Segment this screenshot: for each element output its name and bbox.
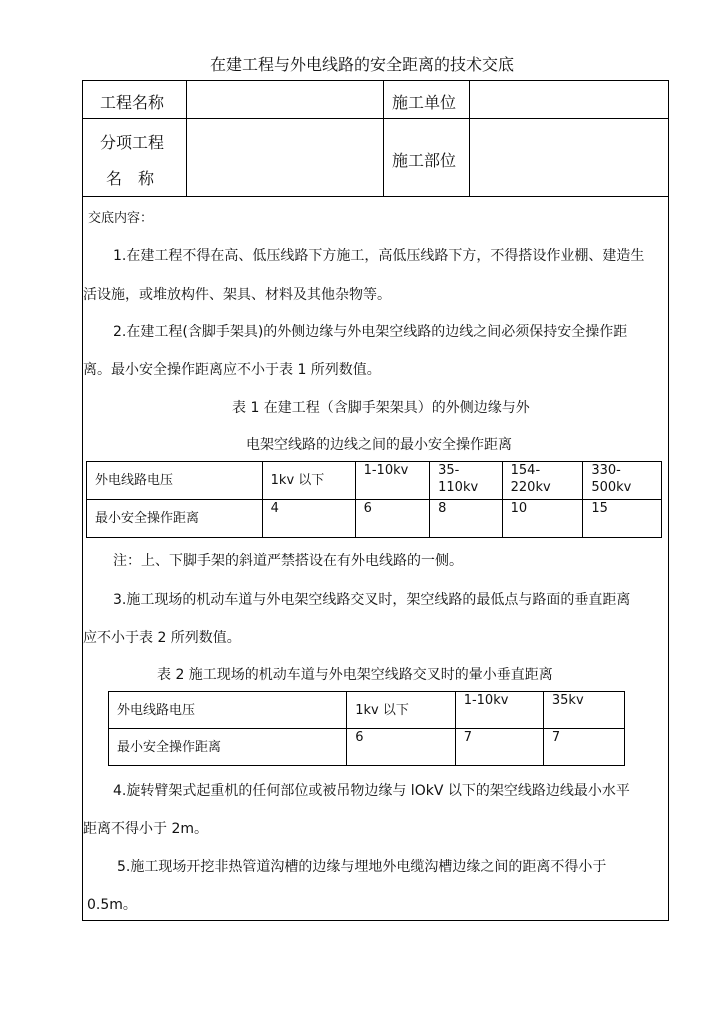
construction-part-label: 施工部位 <box>392 151 457 170</box>
table2-label-voltage: 外电线路电压 <box>109 692 347 729</box>
table1-distance-cell: 4 <box>262 500 355 538</box>
project-name-label: 工程名称 <box>100 93 165 112</box>
paragraph-5-line-1: 5.施工现场开挖非热管道沟槽的边缘与埋地外电缆沟槽边缘之间的距离不得小于 <box>117 859 607 875</box>
construction-part-field[interactable] <box>475 148 663 170</box>
table1-row-distance <box>87 500 662 538</box>
table2-voltage-cell: 1kv 以下 <box>347 692 455 729</box>
table1-label-voltage: 外电线路电压 <box>87 462 263 500</box>
paragraph-3-line-1: 3.施工现场的机动车道与外电架空线路交叉时，架空线路的最低点与路面的垂直距离 <box>113 592 631 608</box>
table2-voltage-cell: 1-10kv <box>455 692 543 729</box>
table1-min-safe-distance <box>86 461 662 538</box>
table2-voltage-cell: 35kv <box>543 692 624 729</box>
header-col-divider-2 <box>383 80 384 196</box>
table1-note: 注：上、下脚手架的斜道严禁搭设在有外电线路的一侧。 <box>113 553 463 569</box>
header-bottom-divider <box>82 196 669 197</box>
table1-caption-line-1: 表 1 在建工程（含脚手架架具）的外侧边缘与外 <box>232 400 530 416</box>
table1-voltage-cell: 330- 500kv <box>583 462 662 500</box>
table1-distance-cell: 15 <box>583 500 662 538</box>
table2-row-voltage <box>109 692 625 729</box>
table2-min-vertical-distance <box>108 691 625 766</box>
construction-unit-field[interactable] <box>475 90 663 112</box>
paragraph-1-line-1: 1.在建工程不得在高、低压线路下方施工，高低压线路下方，不得搭设作业棚、建造生 <box>113 248 645 264</box>
table2-distance-cell: 7 <box>543 729 624 766</box>
header-col-divider-3 <box>469 80 470 196</box>
table1-distance-cell: 6 <box>355 500 430 538</box>
table1-voltage-cell: 154- 220kv <box>502 462 583 500</box>
paragraph-2-line-2: 离。最小安全操作距离应不小于表 1 所列数值。 <box>83 362 381 378</box>
table1-distance-cell: 8 <box>430 500 503 538</box>
content-heading: 交底内容： <box>88 211 154 226</box>
paragraph-1-line-2: 活设施，或堆放构件、架具、材料及其他杂物等。 <box>83 287 391 303</box>
sub-project-field[interactable] <box>192 148 378 170</box>
construction-unit-label: 施工单位 <box>392 93 457 112</box>
table1-distance-cell: 10 <box>502 500 583 538</box>
paragraph-4-line-2: 距离不得小于 2m。 <box>83 821 208 837</box>
table1-voltage-cell: 1kv 以下 <box>262 462 355 500</box>
header-row-divider <box>82 118 669 119</box>
table1-caption-line-2: 电架空线路的边线之间的最小安全操作距离 <box>246 437 512 453</box>
paragraph-4-line-1: 4.旋转臂架式起重机的任何部位或被吊物边缘与 lOkV 以下的架空线路边线最小水平 <box>113 783 630 799</box>
table1-voltage-cell: 1-10kv <box>355 462 430 500</box>
project-name-field[interactable] <box>192 90 378 112</box>
table2-distance-cell: 6 <box>347 729 455 766</box>
paragraph-3-line-2: 应不小于表 2 所列数值。 <box>83 630 241 646</box>
table1-label-distance: 最小安全操作距离 <box>87 500 263 538</box>
table2-label-distance: 最小安全操作距离 <box>109 729 347 766</box>
paragraph-5-line-2: 0.5m。 <box>87 897 137 913</box>
sub-project-label-line1: 分项工程 <box>100 133 165 152</box>
table1-row-voltage <box>87 462 662 500</box>
table2-row-distance <box>109 729 625 766</box>
table2-distance-cell: 7 <box>455 729 543 766</box>
document-title: 在建工程与外电线路的安全距离的技术交底 <box>209 55 514 74</box>
sub-project-label-line2: 名 称 <box>106 169 155 188</box>
header-col-divider-1 <box>186 80 187 196</box>
table2-caption: 表 2 施工现场的机动车道与外电架空线路交叉时的暈小垂直距离 <box>157 667 553 683</box>
paragraph-2-line-1: 2.在建工程(含脚手架具)的外侧边缘与外电架空线路的边线之间必须保持安全操作距 <box>113 324 628 340</box>
table1-voltage-cell: 35- 110kv <box>430 462 503 500</box>
